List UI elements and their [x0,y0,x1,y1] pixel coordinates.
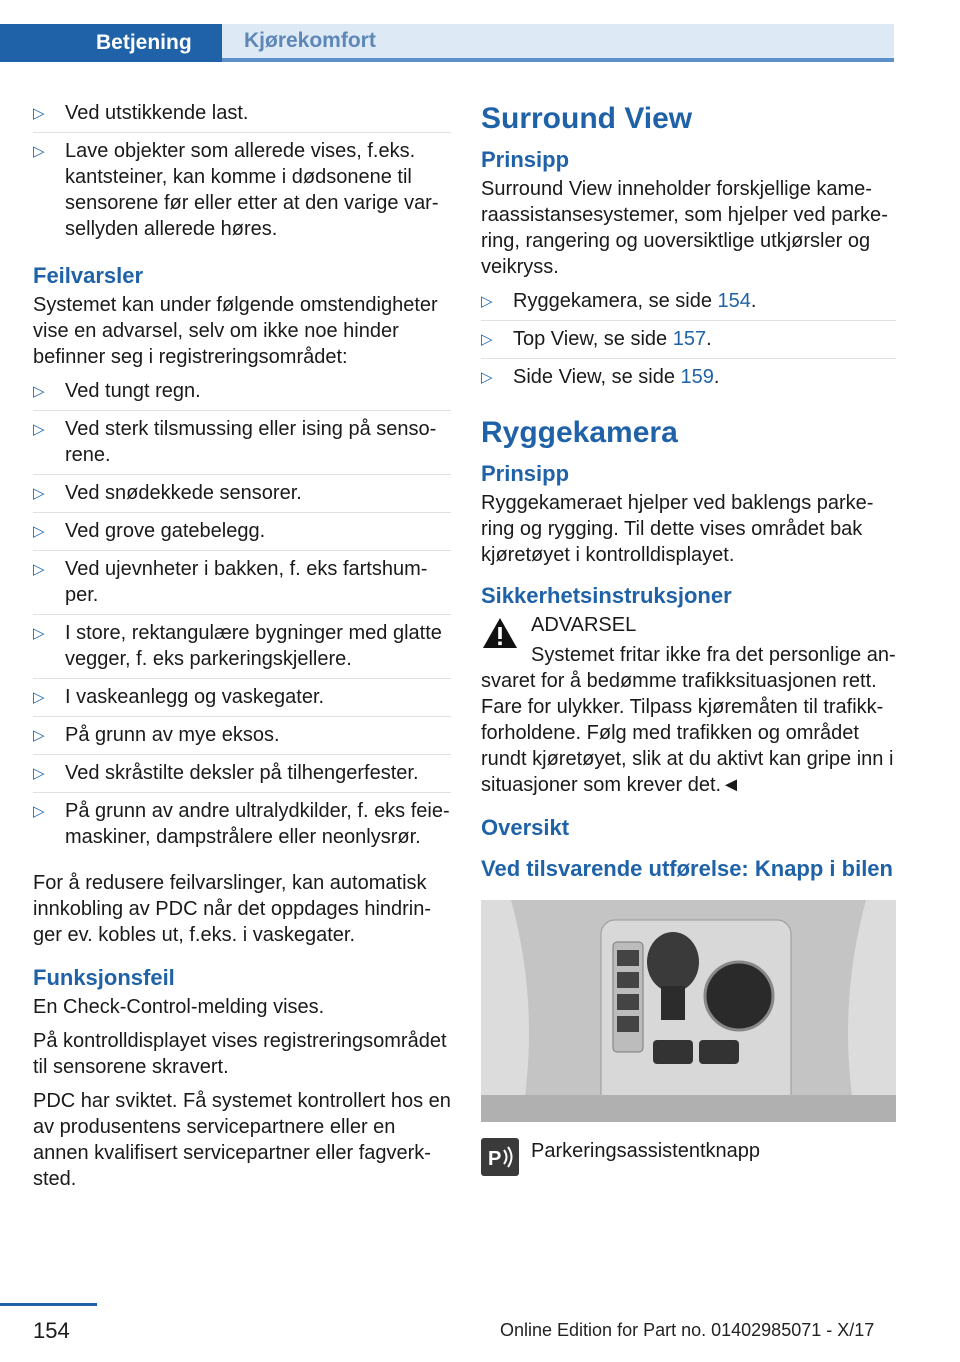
list-item: ▷ Ryggekamera, se side 154. [481,288,896,321]
triangle-bullet-icon: ▷ [33,523,45,540]
heading-oversikt: Oversikt [481,815,570,840]
list-item: ▷ Ved sterk tilsmussing eller ising på sensorene. [33,416,451,475]
list-item: ▷ Top View, se side 157. [481,326,896,359]
parking-assist-icon [481,1138,519,1176]
paragraph: For å redusere feilvarslinger, kan automatisk innkobling av PDC når det oppdages hindringer ev. kobles ut, f.eks. i vaskegater. [33,872,432,946]
list-item: ▷ På grunn av mye eksos. [33,722,451,755]
tab-kjorekomfort[interactable]: Kjørekomfort [222,24,894,58]
svg-text:P: P [488,1148,502,1170]
footer-rule [0,1303,97,1306]
header-tabs [0,0,960,62]
heading-ryggekamera: Ryggekamera [481,416,678,449]
triangle-bullet-icon: ▷ [481,369,493,386]
triangle-bullet-icon: ▷ [33,105,45,122]
list-item: ▷ Ved utstikkende last. [33,100,451,133]
button-caption: Parkeringsassistentknapp [531,1140,761,1162]
triangle-bullet-icon: ▷ [33,625,45,642]
left-column [33,100,451,1200]
list-item: ▷ Ved tungt regn. [33,378,451,411]
triangle-bullet-icon: ▷ [33,421,45,438]
triangle-bullet-icon: ▷ [33,143,45,160]
heading-feilvarsler: Feilvarsler [33,263,144,288]
paragraph: PDC har sviktet. Få systemet kontrollert hos en av produsentens servicepartnere eller en annen kvalifisert servicepartner eller fagverksted. [33,1090,451,1190]
tab-betjening[interactable]: Betjening [0,24,222,62]
list-surround-systems [481,288,896,396]
list-false-warnings [33,378,451,856]
page-link[interactable]: 157 [672,328,707,350]
page-link[interactable]: 159 [680,366,714,388]
paragraph: Ryggekameraet hjelper ved baklengs parkering og rygging. Til dette vises området bak kjøretøyet i kontrolldisplayet. [481,492,874,566]
heading-knapp: Ved tilsvarende utførelse: Knapp i bilen [481,856,893,881]
heading-surround-view: Surround View [481,102,693,135]
list-blind-spots [33,100,451,248]
warning-text: Systemet fritar ikke fra det personlige ansvaret for å bedømme trafikksituasjonen rett. Fare for ulykker. Tilpass kjøremåten til trafikkforholdene. Følg med trafikken og området rundt kjøretøyet, slik at du aktivt kan gripe inn i situasjoner som krever det.◄ [481,644,896,796]
list-item: ▷ Lave objekter som allerede vises, f.eks. kantsteiner, kan komme i dødsonene til sensorene før eller etter at den varige varsellyden allerede høres. [33,140,439,240]
heading-sikkerhet: Sikkerhetsinstruksjoner [481,583,732,608]
triangle-bullet-icon: ▷ [33,689,45,706]
list-item: ▷ Ved ujevnheter i bakken, f. eks fartshumper. [33,556,451,615]
paragraph: En Check-Control-melding vises. [33,996,325,1018]
triangle-bullet-icon: ▷ [33,383,45,400]
list-item: ▷ Side View, se side 159. [481,366,720,388]
triangle-bullet-icon: ▷ [33,765,45,782]
right-column [481,100,896,1182]
warning-title: ADVARSEL [531,614,637,636]
list-item: ▷ Ved snødekkede sensorer. [33,480,451,513]
triangle-bullet-icon: ▷ [33,727,45,744]
tab-underline [222,58,894,62]
triangle-bullet-icon: ▷ [33,485,45,502]
heading-prinsipp: Prinsipp [481,461,570,486]
console-illustration [481,900,896,1122]
warning-icon [481,616,519,650]
paragraph: Surround View inneholder forskjellige kameraassistansesystemer, som hjelper ved parkering, rangering og uoversiktlige utkjørsler og veikryss. [481,178,888,278]
warning-block [481,612,896,638]
heading-prinsipp: Prinsipp [481,147,570,172]
triangle-bullet-icon: ▷ [481,331,493,348]
triangle-bullet-icon: ▷ [33,803,45,820]
triangle-bullet-icon: ▷ [33,561,45,578]
page-number: 154 [33,1318,70,1343]
list-item: ▷ Ved skråstilte deksler på tilhengerfester. [33,760,451,793]
parking-assist-button-row [481,1138,896,1182]
list-item: ▷ Ved grove gatebelegg. [33,518,451,551]
edition-text: Online Edition for Part no. 01402985071 - X/17 [500,1320,875,1340]
page-link[interactable]: 154 [717,290,751,312]
console-photo [481,900,896,1122]
list-item: ▷ I store, rektangulære bygninger med glatte vegger, f. eks parkeringskjellere. [33,620,451,679]
paragraph: Systemet kan under følgende omstendigheter vise en advarsel, selv om ikke noe hinder befinner seg i registreringsområdet: [33,294,438,368]
heading-funksjonsfeil: Funksjonsfeil [33,965,175,990]
list-item: ▷ På grunn av andre ultralydkilder, f. eks feiemaskiner, dampstrålere eller neonlysrør. [33,800,450,848]
triangle-bullet-icon: ▷ [481,293,493,310]
paragraph: På kontrolldisplayet vises registreringsområdet til sensorene skravert. [33,1030,447,1078]
list-item: ▷ I vaskeanlegg og vaskegater. [33,684,451,717]
